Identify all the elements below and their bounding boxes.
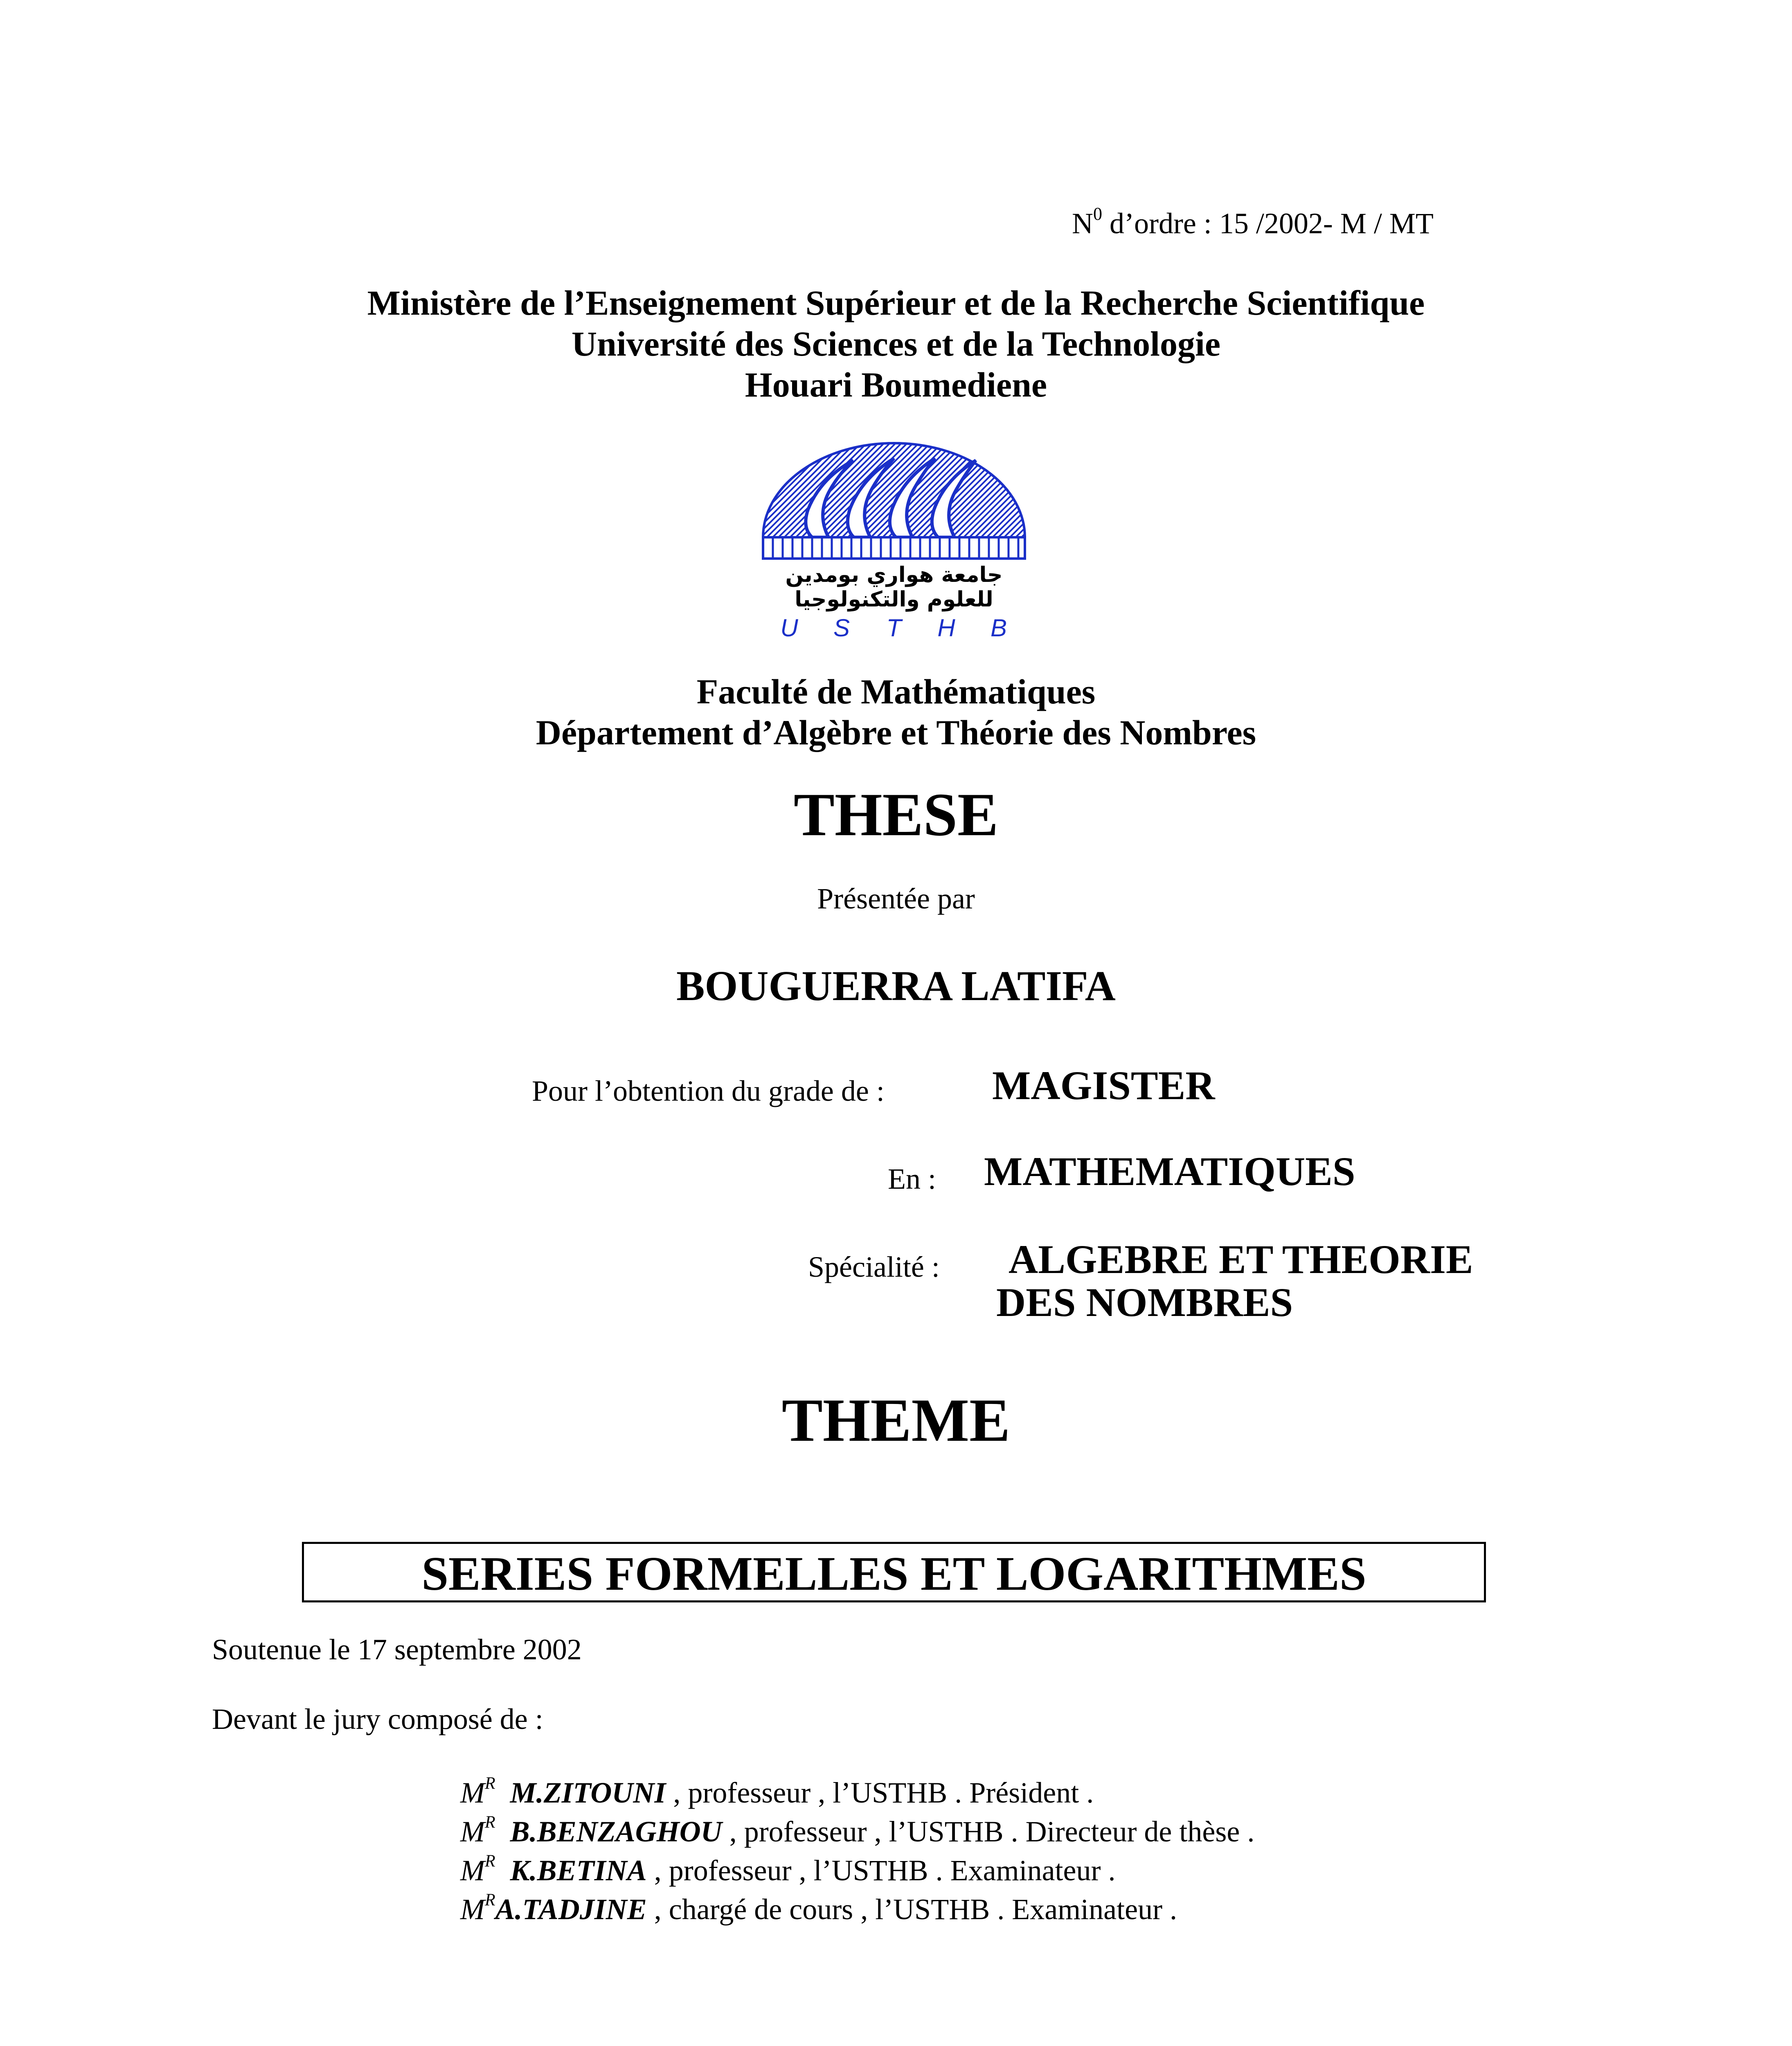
speciality-label: Spécialité : — [808, 1251, 940, 1283]
theme-heading: THEME — [781, 1386, 1011, 1454]
jury-member-name: B.BENZAGHOU — [510, 1815, 722, 1848]
university-name: Université des Sciences et de la Technologie — [571, 324, 1221, 363]
grade-label: Pour l’obtention du grade de : — [532, 1075, 885, 1107]
author-name: BOUGUERRA LATIFA — [676, 962, 1116, 1009]
faculty-name: Faculté de Mathématiques — [696, 672, 1096, 711]
order-number: $N^0$ d’ordre : 15 /2002- M / MT — [1072, 204, 1434, 240]
university-subname: Houari Boumediene — [745, 365, 1047, 404]
theme-title: SERIES FORMELLES ET LOGARITHMES — [421, 1547, 1367, 1600]
jury-member: $M^R$ M.ZITOUNI , professeur , l’USTHB . Président . — [460, 1774, 1094, 1809]
jury-intro: Devant le jury composé de : — [212, 1703, 543, 1735]
jury-member-name: K.BETINA — [510, 1854, 647, 1887]
department-name: Département d’Algèbre et Théorie des Nombres — [536, 713, 1256, 752]
jury-member: $M^R$ K.BETINA , professeur , l’USTHB . Examinateur . — [460, 1852, 1116, 1887]
field-label: En : — [888, 1163, 936, 1195]
jury-member-name: A.TADJINE — [495, 1893, 647, 1926]
speciality-value-line-2: DES NOMBRES — [996, 1280, 1293, 1325]
logo-acronym: U S T H B — [780, 614, 1007, 642]
logo-arabic-text: جامعة هواري بومدين للعلوم والتكنولوجيا — [785, 563, 1003, 612]
presented-by-label: Présentée par — [817, 882, 975, 915]
ministry-name: Ministère de l’Enseignement Supérieur et de la Recherche Scientifique — [367, 283, 1425, 322]
speciality-value-line-1: ALGEBRE ET THEORIE — [1009, 1237, 1473, 1282]
grade-value: MAGISTER — [992, 1063, 1215, 1108]
defense-date: Soutenue le 17 septembre 2002 — [212, 1633, 582, 1666]
field-value: MATHEMATIQUES — [984, 1149, 1355, 1194]
jury-member: $M^RA.TADJINE$ , chargé de cours , l’USTHB . Examinateur . — [460, 1891, 1177, 1926]
jury-member-name: M.ZITOUNI — [510, 1776, 666, 1809]
document-type-heading: THESE — [793, 781, 999, 849]
jury-member: $M^R$ B.BENZAGHOU , professeur , l’USTHB . Directeur de thèse . — [460, 1813, 1255, 1848]
